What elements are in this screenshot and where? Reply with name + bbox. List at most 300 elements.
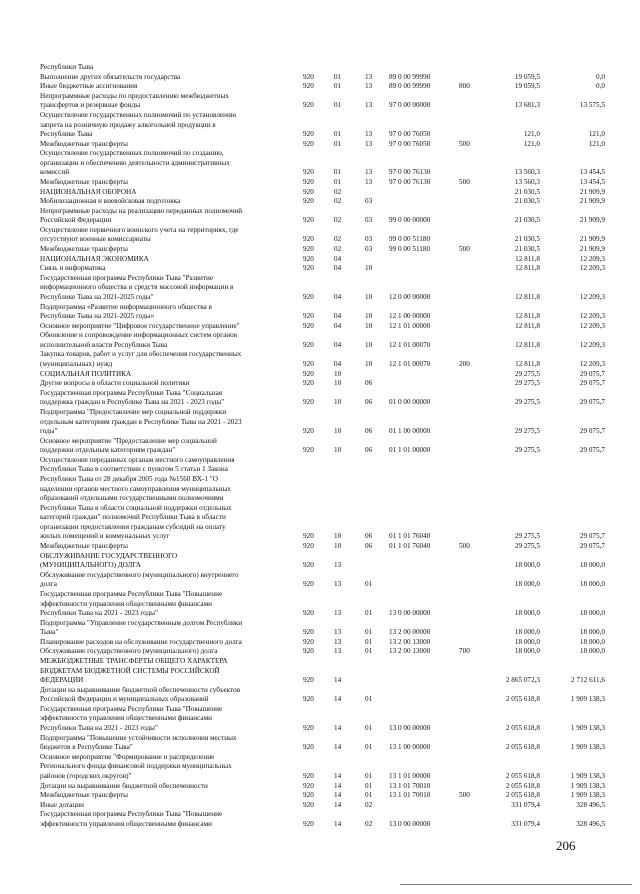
row-subsection: 01 [365, 695, 373, 704]
row-grbs: 920 [303, 254, 314, 263]
row-grbs: 920 [303, 360, 314, 368]
row-name: Тыва" [40, 628, 59, 637]
row-subsection: 13 [365, 139, 373, 148]
row-sum-year-2: 12 209,3 [579, 321, 605, 330]
row-name: Межбюджетные трансферты [40, 245, 128, 253]
row-sum-year-1: 19 059,5 [514, 72, 540, 81]
row-subsection: 06 [365, 446, 373, 455]
row-expense-type: 200 [459, 360, 470, 368]
row-name: жилых помещений и коммунальных услуг [40, 532, 170, 541]
row-sum-year-1: 18 000,0 [514, 628, 540, 637]
row-sum-year-2: 1 909 138,3 [570, 791, 605, 800]
row-sum-year-1: 12 811,8 [515, 254, 540, 263]
row-name: трансфертов и резервные фонды [40, 101, 141, 110]
table-row [0, 149, 640, 158]
row-target-article: 99 0 00 00000 [389, 216, 431, 225]
row-sum-year-1: 331 079,4 [511, 819, 540, 828]
table-row [0, 676, 640, 685]
table-row [0, 255, 640, 264]
row-subsection: 13 [365, 72, 373, 81]
row-sum-year-1: 19 059,5 [514, 82, 540, 91]
table-row [0, 73, 640, 82]
row-section: 13 [334, 637, 342, 646]
table-row [0, 303, 640, 312]
row-sum-year-1: 21 030,5 [514, 187, 540, 196]
row-sum-year-1: 2 865 072,3 [505, 676, 540, 685]
row-sum-year-1: 21 030,5 [514, 235, 540, 244]
row-sum-year-1: 2 055 618,8 [505, 743, 540, 752]
row-section: 04 [334, 312, 342, 321]
row-grbs: 920 [303, 427, 314, 435]
row-section: 13 [334, 628, 342, 637]
table-row [0, 552, 640, 561]
table-row [0, 724, 640, 733]
row-grbs: 920 [303, 609, 314, 618]
row-name: Государственная программа Республики Тыва "Повышение [40, 810, 223, 819]
row-sum-year-1: 18 000,0 [514, 609, 540, 618]
row-sum-year-1: 29 275,5 [514, 542, 540, 550]
row-sum-year-1: 13 681,3 [514, 101, 540, 110]
row-target-article: 97 0 00 76130 [389, 178, 431, 186]
row-grbs: 920 [303, 130, 314, 139]
row-sum-year-2: 0,0 [596, 72, 605, 81]
row-name: ОБСЛУЖИВАНИЕ ГОСУДАРСТВЕННОГО [40, 551, 178, 560]
row-name: Другие вопросы в области социальной политики [40, 379, 190, 388]
table-row [0, 657, 640, 666]
row-subsection: 10 [365, 340, 373, 349]
row-name: Республики Тыва от 28 декабря 2005 года №1560 ВХ-1 "О [40, 474, 218, 483]
row-subsection: 10 [365, 321, 373, 330]
row-grbs: 920 [303, 216, 314, 225]
row-section: 14 [334, 771, 342, 780]
row-grbs: 920 [303, 819, 314, 828]
row-sum-year-1: 21 030,5 [514, 197, 540, 206]
table-row [0, 274, 640, 283]
row-sum-year-2: 21 909,9 [579, 245, 605, 253]
table-row [0, 590, 640, 599]
row-sum-year-1: 12 811,8 [515, 321, 540, 330]
row-section: 10 [334, 369, 342, 378]
row-subsection: 03 [365, 197, 373, 206]
row-name: Осуществление государственных полномочий по установлению [40, 110, 237, 119]
row-name: Иные дотации [40, 800, 84, 809]
row-target-article: 01 1 01 76040 [389, 532, 431, 541]
row-name: организации и обеспечению деятельности административных [40, 158, 230, 167]
row-sum-year-1: 21 030,5 [514, 216, 540, 225]
row-sum-year-1: 13 560,3 [514, 178, 540, 186]
row-subsection: 03 [365, 245, 373, 253]
row-sum-year-2: 18 000,0 [579, 561, 605, 570]
row-grbs: 920 [303, 580, 314, 589]
row-name: поддержка граждан в Республике Тыва на 2021 - 2023 годы" [40, 398, 225, 407]
row-grbs: 920 [303, 312, 314, 321]
row-subsection: 10 [365, 292, 373, 301]
row-sum-year-1: 12 811,8 [515, 360, 540, 368]
row-grbs: 920 [303, 197, 314, 206]
row-sum-year-1: 2 055 618,8 [505, 791, 540, 800]
row-grbs: 920 [303, 791, 314, 800]
row-name: Республики Тыва на 2021 - 2023 годы" [40, 609, 158, 618]
row-grbs: 920 [303, 245, 314, 253]
row-section: 01 [334, 139, 342, 148]
row-name: комиссий [40, 168, 70, 177]
row-name: Основное мероприятие "Цифровое государственное управление" [40, 321, 240, 330]
row-name: Государственная программа Республики Тыва "Развитие [40, 273, 214, 282]
row-section: 01 [334, 82, 342, 91]
row-section: 02 [334, 216, 342, 225]
row-sum-year-1: 12 811,8 [515, 340, 540, 349]
table-row [0, 331, 640, 340]
table-row [0, 322, 640, 331]
row-sum-year-1: 29 275,5 [514, 532, 540, 541]
row-sum-year-2: 21 909,9 [579, 216, 605, 225]
row-name: Республике Тыва на 2021-2025 годы» [40, 312, 155, 321]
row-sum-year-2: 12 209,3 [579, 264, 605, 273]
row-name: Планирование расходов на обслуживание государственного долга [40, 637, 242, 646]
table-row [0, 446, 640, 455]
row-section: 02 [334, 235, 342, 244]
row-subsection: 01 [365, 637, 373, 646]
table-row [0, 791, 640, 800]
table-row [0, 695, 640, 704]
row-section: 14 [334, 781, 342, 790]
row-name: эффективности управления общественными финансами [40, 714, 212, 723]
row-grbs: 920 [303, 369, 314, 378]
row-section: 14 [334, 724, 342, 732]
row-name: Подпрограмма "Управление государственным долгом Республики [40, 618, 243, 627]
row-subsection: 01 [365, 771, 373, 780]
row-name: Межбюджетные трансферты [40, 178, 128, 186]
row-subsection: 01 [365, 791, 373, 800]
row-target-article: 97 0 00 76050 [389, 130, 431, 139]
row-grbs: 920 [303, 628, 314, 637]
row-subsection: 13 [365, 178, 373, 186]
row-name: Государственная программа Республики Тыва "Повышение [40, 704, 223, 713]
row-target-article: 01 1 00 00000 [389, 427, 431, 435]
row-section: 04 [334, 264, 342, 273]
row-subsection: 03 [365, 235, 373, 244]
row-name: (муниципальных) нужд [40, 360, 113, 368]
row-sum-year-2: 13 454,5 [579, 178, 605, 186]
row-section: 14 [334, 743, 342, 752]
table-row [0, 600, 640, 609]
row-name: Обслуживание государственного (муниципального) внутреннего [40, 570, 239, 579]
row-target-article: 13 0 00 00000 [389, 819, 431, 828]
row-sum-year-2: 18 000,0 [579, 609, 605, 618]
table-row [0, 743, 640, 752]
footer-divider [400, 884, 632, 885]
row-grbs: 920 [303, 264, 314, 273]
row-subsection: 03 [365, 216, 373, 225]
row-name: долга [40, 580, 57, 589]
row-sum-year-2: 12 209,3 [579, 340, 605, 349]
row-grbs: 920 [303, 139, 314, 148]
row-section: 10 [334, 379, 342, 388]
row-name: БЮДЖЕТАМ БЮДЖЕТНОЙ СИСТЕМЫ РОССИЙСКОЙ [40, 666, 220, 675]
row-name: Республики Тыва в соответствии с пунктом 5 статьи 1 Закона [40, 465, 228, 474]
table-row [0, 283, 640, 292]
row-target-article: 12 1 01 00070 [389, 360, 431, 368]
row-name: Подпрограмма "Предоставление мер социальной поддержки [40, 407, 227, 416]
table-row [0, 619, 640, 628]
table-row [0, 714, 640, 723]
row-subsection: 01 [365, 724, 373, 732]
row-expense-type: 500 [459, 791, 470, 800]
row-grbs: 920 [303, 542, 314, 550]
row-subsection: 01 [365, 647, 373, 656]
row-name: поддержки отдельным категориям граждан" [40, 446, 176, 455]
row-sum-year-2: 29 075,7 [579, 542, 605, 550]
row-target-article: 12 1 01 00070 [389, 340, 431, 349]
row-name: Выполнение других обязательств государства [40, 72, 181, 81]
table-row [0, 264, 640, 273]
row-subsection: 01 [365, 628, 373, 637]
row-section: 02 [334, 197, 342, 206]
table-row [0, 159, 640, 168]
row-sum-year-1: 2 055 618,8 [505, 781, 540, 790]
row-expense-type: 700 [459, 647, 470, 656]
table-row [0, 734, 640, 743]
row-name: наделении органов местного самоуправления муниципальных [40, 484, 231, 493]
table-row [0, 628, 640, 637]
row-name: категорий граждан" полномочий Республики Тыва в области [40, 513, 226, 522]
row-grbs: 920 [303, 178, 314, 186]
row-name: эффективности управления общественными финансами [40, 819, 212, 828]
row-section: 01 [334, 72, 342, 81]
table-row [0, 235, 640, 244]
row-target-article: 13 1 01 00000 [389, 771, 431, 780]
table-row [0, 782, 640, 791]
row-name: ФЕДЕРАЦИИ [40, 676, 84, 685]
row-name: Подпрограмма "Повышение устойчивости исполнения местных [40, 733, 237, 742]
row-target-article: 99 0 00 51180 [389, 245, 431, 253]
row-target-article: 12 1 00 00000 [389, 312, 431, 321]
table-row [0, 647, 640, 656]
row-name: Мобилизационная и вневойсковая подготовка [40, 197, 181, 206]
row-sum-year-1: 18 000,0 [514, 580, 540, 589]
row-subsection: 10 [365, 312, 373, 321]
table-row [0, 504, 640, 513]
row-subsection: 06 [365, 532, 373, 541]
row-name: Государственная программа Республики Тыва "Повышение [40, 589, 223, 598]
row-name: организации предоставления гражданам субсидий на оплату [40, 522, 226, 531]
row-name: Республики Тыва в области социальной поддержки отдельных [40, 503, 232, 512]
table-row [0, 753, 640, 762]
row-sum-year-1: 331 079,4 [511, 800, 540, 809]
row-grbs: 920 [303, 647, 314, 656]
table-row [0, 571, 640, 580]
row-name: отдельным категориям граждан в Республике Тыва на 2021 - 2023 [40, 417, 242, 426]
row-section: 04 [334, 292, 342, 301]
row-name: Обслуживание государственного (муниципального) долга [40, 647, 218, 656]
row-target-article: 01 1 01 76040 [389, 542, 431, 550]
table-row [0, 513, 640, 522]
row-grbs: 920 [303, 637, 314, 646]
row-section: 10 [334, 427, 342, 435]
table-row [0, 418, 640, 427]
table-row [0, 207, 640, 216]
table-row [0, 341, 640, 350]
row-name: Непрограммные расходы по предоставлению межбюджетных [40, 91, 229, 100]
table-row [0, 485, 640, 494]
table-row [0, 580, 640, 589]
row-name: Республике Тыва [40, 130, 93, 139]
table-row [0, 638, 640, 647]
row-subsection: 01 [365, 580, 373, 589]
row-name: НАЦИОНАЛЬНАЯ ОБОРОНА [40, 187, 137, 196]
row-name: Иные бюджетные ассигнования [40, 82, 138, 91]
row-subsection: 13 [365, 101, 373, 110]
row-expense-type: 500 [459, 139, 470, 148]
row-name: Дотации на выравнивание бюджетной обеспеченности [40, 781, 208, 790]
row-name: Республики Тыва [40, 63, 94, 71]
row-sum-year-2: 121,0 [588, 139, 605, 148]
row-expense-type: 500 [459, 178, 470, 186]
row-grbs: 920 [303, 235, 314, 244]
row-subsection: 06 [365, 542, 373, 550]
row-grbs: 920 [303, 379, 314, 388]
row-target-article: 89 0 00 99990 [389, 72, 431, 81]
row-sum-year-2: 2 712 611,6 [571, 676, 605, 685]
table-row [0, 188, 640, 197]
table-row [0, 667, 640, 676]
row-sum-year-2: 121,0 [588, 130, 605, 139]
row-grbs: 920 [303, 695, 314, 704]
table-row [0, 82, 640, 91]
table-row [0, 686, 640, 695]
row-name: бюджетов в Республике Тыва" [40, 743, 133, 752]
row-subsection: 02 [365, 819, 373, 828]
row-target-article: 13 0 00 00000 [389, 724, 431, 732]
row-section: 01 [334, 168, 342, 177]
row-target-article: 13 2 00 00000 [389, 628, 431, 637]
row-sum-year-1: 18 000,0 [514, 561, 540, 570]
table-row [0, 772, 640, 781]
row-section: 10 [334, 542, 342, 550]
row-sum-year-1: 18 000,0 [514, 647, 540, 656]
row-target-article: 13 0 00 00000 [389, 609, 431, 618]
row-name: Межбюджетные трансферты [40, 542, 128, 550]
row-target-article: 13 1 00 00000 [389, 743, 431, 752]
table-row [0, 360, 640, 369]
row-grbs: 920 [303, 340, 314, 349]
table-row [0, 762, 640, 771]
row-name: (МУНИЦИПАЛЬНОГО) ДОЛГА [40, 561, 141, 570]
row-sum-year-2: 18 000,0 [579, 637, 605, 646]
row-grbs: 920 [303, 676, 314, 685]
row-sum-year-2: 18 000,0 [579, 647, 605, 656]
row-section: 01 [334, 101, 342, 110]
row-section: 04 [334, 360, 342, 368]
row-sum-year-1: 21 030,5 [514, 245, 540, 253]
row-target-article: 97 0 00 76130 [389, 168, 431, 177]
row-name: Дотации на выравнивание бюджетной обеспеченности субъектов [40, 685, 241, 694]
table-row [0, 810, 640, 819]
row-target-article: 99 0 00 51180 [389, 235, 431, 244]
row-name: информационного общества и средств массовой информации в [40, 283, 234, 292]
table-row [0, 705, 640, 714]
row-sum-year-2: 29 075,7 [579, 379, 605, 388]
row-sum-year-2: 1 909 138,3 [570, 724, 605, 732]
row-grbs: 920 [303, 168, 314, 177]
row-target-article: 13 1 01 70010 [389, 781, 431, 790]
row-target-article: 13 2 00 13000 [389, 637, 431, 646]
row-target-article: 01 1 01 00000 [389, 446, 431, 455]
row-target-article: 13 2 00 13000 [389, 647, 431, 656]
row-sum-year-1: 13 560,3 [514, 168, 540, 177]
row-name: районов (городских округов)" [40, 771, 132, 780]
row-subsection: 13 [365, 168, 373, 177]
table-row [0, 542, 640, 551]
row-grbs: 920 [303, 292, 314, 301]
row-subsection: 01 [365, 781, 373, 790]
row-name: МЕЖБЮДЖЕТНЫЕ ТРАНСФЕРТЫ ОБЩЕГО ХАРАКТЕРА [40, 657, 228, 665]
row-name: Осуществление первичного воинского учета на территориях, где [40, 225, 239, 234]
row-subsection: 06 [365, 427, 373, 435]
row-sum-year-1: 2 055 618,8 [505, 724, 540, 732]
row-grbs: 920 [303, 743, 314, 752]
row-expense-type: 800 [459, 82, 470, 91]
row-sum-year-2: 12 209,3 [579, 254, 605, 263]
row-sum-year-1: 12 811,8 [515, 292, 540, 301]
table-row [0, 389, 640, 398]
table-row [0, 168, 640, 177]
row-section: 01 [334, 178, 342, 186]
row-name: Российской Федерации [40, 216, 112, 225]
row-sum-year-2: 1 909 138,3 [570, 695, 605, 704]
table-row [0, 437, 640, 446]
row-name: Российской Федерации и муниципальных образований [40, 695, 209, 704]
table-row [0, 532, 640, 541]
row-name: Республики Тыва на 2021 - 2023 годы" [40, 724, 158, 732]
row-sum-year-2: 29 075,7 [579, 446, 605, 455]
row-name: Государственная программа Республики Тыва "Социальная [40, 388, 223, 397]
row-name: Регионального фонда финансовой поддержки муниципальных [40, 762, 232, 771]
row-sum-year-1: 121,0 [523, 130, 540, 139]
row-sum-year-2: 328 496,5 [576, 819, 605, 828]
row-sum-year-2: 29 075,7 [579, 532, 605, 541]
row-sum-year-2: 29 075,7 [579, 427, 605, 435]
row-grbs: 920 [303, 771, 314, 780]
row-name: образований отдельными государственными полномочиями [40, 494, 224, 503]
row-grbs: 920 [303, 532, 314, 541]
row-grbs: 920 [303, 72, 314, 81]
table-row [0, 350, 640, 359]
row-sum-year-2: 29 075,7 [579, 398, 605, 407]
table-row [0, 475, 640, 484]
table-row [0, 216, 640, 225]
table-row [0, 561, 640, 570]
row-name: исполнительной власти Республики Тыва [40, 340, 168, 349]
row-name: Республике Тыва на 2021-2025 годы" [40, 292, 154, 301]
row-name: Межбюджетные трансферты [40, 791, 128, 800]
row-grbs: 920 [303, 101, 314, 110]
row-name: СОЦИАЛЬНАЯ ПОЛИТИКА [40, 369, 132, 378]
row-subsection: 13 [365, 130, 373, 139]
row-section: 13 [334, 647, 342, 656]
table-row [0, 111, 640, 120]
row-sum-year-2: 18 000,0 [579, 628, 605, 637]
row-subsection: 02 [365, 800, 373, 809]
table-row [0, 121, 640, 130]
table-row [0, 226, 640, 235]
table-row [0, 178, 640, 187]
row-grbs: 920 [303, 187, 314, 196]
page-number: 206 [556, 838, 576, 853]
row-sum-year-2: 21 909,9 [579, 197, 605, 206]
row-section: 04 [334, 254, 342, 263]
table-row [0, 312, 640, 321]
